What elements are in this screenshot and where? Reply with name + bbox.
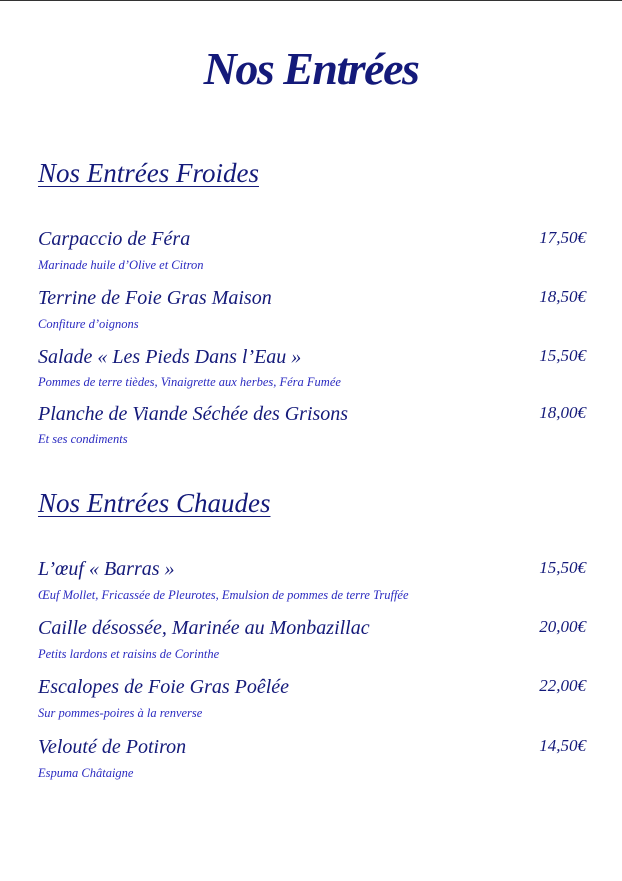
- item-name: L’œuf « Barras »: [38, 558, 175, 580]
- item-description: Pommes de terre tièdes, Vinaigrette aux herbes, Féra Fumée: [38, 375, 341, 389]
- item-description: Et ses condiments: [38, 432, 128, 446]
- page-title: Nos Entrées: [203, 43, 419, 94]
- item-name: Salade « Les Pieds Dans l’Eau »: [38, 346, 302, 368]
- item-price: 18,50€: [539, 287, 586, 306]
- item-price: 15,50€: [539, 558, 586, 577]
- item-price: 20,00€: [539, 617, 586, 636]
- item-price: 22,00€: [539, 676, 586, 695]
- item-name: Carpaccio de Féra: [38, 228, 191, 250]
- item-description: Espuma Châtaigne: [38, 766, 134, 780]
- item-description: Confiture d’oignons: [38, 317, 139, 331]
- item-name: Escalopes de Foie Gras Poêlée: [38, 676, 290, 698]
- item-price: 15,50€: [539, 346, 586, 365]
- section-heading-froides: Nos Entrées Froides: [38, 158, 259, 188]
- item-description: Petits lardons et raisins de Corinthe: [38, 647, 220, 661]
- item-price: 17,50€: [539, 228, 586, 247]
- section-heading-chaudes: Nos Entrées Chaudes: [38, 488, 271, 518]
- item-price: 14,50€: [539, 736, 586, 755]
- item-name: Caille désossée, Marinée au Monbazillac: [38, 617, 370, 639]
- item-name: Planche de Viande Séchée des Grisons: [38, 403, 349, 425]
- item-price: 18,00€: [539, 403, 586, 422]
- item-name: Terrine de Foie Gras Maison: [38, 287, 272, 309]
- item-description: Œuf Mollet, Fricassée de Pleurotes, Emulsion de pommes de terre Truffée: [38, 588, 409, 602]
- item-description: Marinade huile d’Olive et Citron: [38, 258, 204, 272]
- top-border-line: [0, 0, 622, 1]
- item-description: Sur pommes-poires à la renverse: [38, 706, 203, 720]
- item-name: Velouté de Potiron: [38, 736, 187, 758]
